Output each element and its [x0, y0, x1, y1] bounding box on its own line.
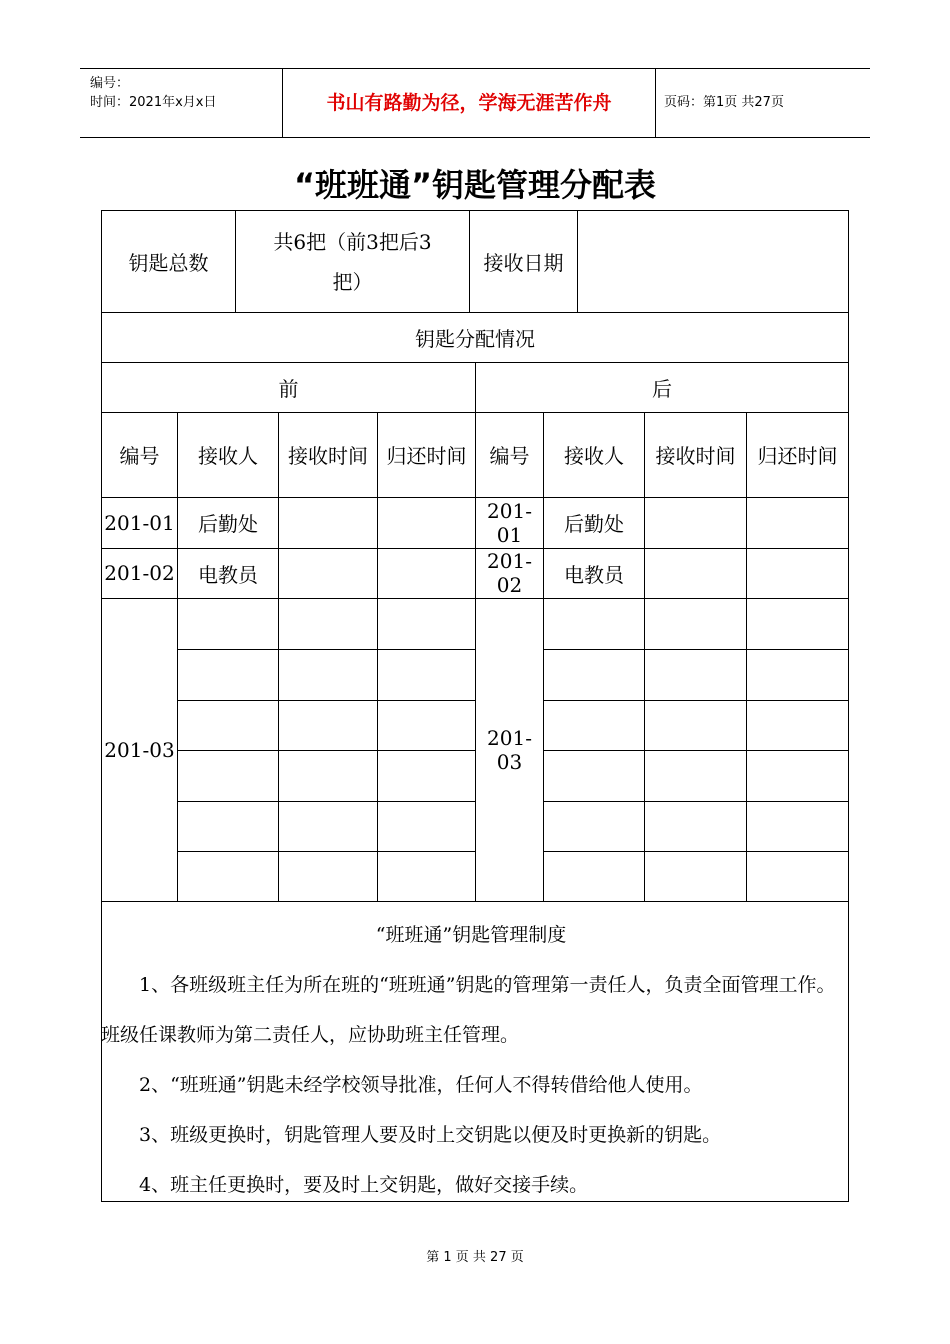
front-row-receiver: 电教员 — [198, 562, 258, 587]
back-col-id: 编号 — [489, 444, 530, 468]
allocation-title: 钥匙分配情况 — [415, 326, 535, 351]
total-keys-value-line2: 把） — [332, 269, 373, 294]
rule-item: 3、班级更换时，钥匙管理人要及时上交钥匙以便及时更换新的钥匙。 — [139, 1124, 722, 1146]
time-label: 时间：2021年x月x日 — [90, 95, 217, 110]
page-header — [80, 68, 870, 138]
total-keys-value — [236, 211, 469, 312]
row-divider — [543, 750, 848, 751]
header-motto: 书山有路勤为径，学海无涯苦作舟 — [282, 69, 656, 137]
total-keys-label: 钥匙总数 — [128, 251, 209, 275]
row-divider — [177, 801, 475, 802]
receive-date-label: 接收日期 — [483, 251, 564, 275]
row-divider — [177, 750, 475, 751]
front-row-id: 201-01 — [104, 510, 175, 535]
back-label: 后 — [652, 376, 672, 401]
front-row-receiver: 后勤处 — [198, 512, 258, 536]
front-row-id: 201-02 — [104, 561, 175, 585]
row-divider — [177, 851, 475, 852]
front-row-id: 201-03 — [104, 737, 175, 762]
row-divider — [543, 801, 848, 802]
front-label: 前 — [278, 376, 299, 401]
header-meta — [80, 69, 282, 137]
back-row-id: 201-01 — [487, 498, 532, 547]
front-col-receiver: 接收人 — [198, 444, 258, 468]
rule-item: 2、“班班通”钥匙未经学校领导批准，任何人不得转借给他人使用。 — [139, 1074, 703, 1096]
row-divider — [543, 649, 848, 650]
rules-section — [101, 910, 849, 1210]
row-divider — [177, 649, 475, 650]
total-keys-value-line1: 共6把（前3把后3 — [273, 229, 432, 254]
rules-title: “班班通”钥匙管理制度 — [375, 924, 567, 946]
page-footer: 第 1 页 共 27 页 — [426, 1250, 524, 1265]
back-col-return-time: 归还时间 — [757, 444, 838, 468]
row-divider — [102, 901, 848, 902]
row-divider — [543, 851, 848, 852]
row-divider — [543, 700, 848, 701]
back-row-id: 201-02 — [487, 549, 532, 597]
document-title: “班班通”钥匙管理分配表 — [293, 166, 657, 204]
serial-label: 编号： — [90, 76, 130, 91]
front-col-return-time: 归还时间 — [386, 444, 467, 468]
rule-item: 1、各班级班主任为所在班的“班班通”钥匙的管理第一责任人，负责全面管理工作。班级任课教师为第二责任人，应协助班主任管理。 — [101, 974, 836, 1046]
front-col-receive-time: 接收时间 — [288, 444, 368, 468]
back-row-id: 201-03 — [487, 725, 532, 774]
back-col-receiver: 接收人 — [564, 444, 624, 468]
back-col-receive-time: 接收时间 — [655, 444, 736, 468]
row-divider — [177, 700, 475, 701]
rule-item: 4、班主任更换时，要及时上交钥匙，做好交接手续。 — [139, 1174, 589, 1196]
back-row-receiver: 后勤处 — [564, 512, 624, 536]
back-row-receiver: 电教员 — [564, 562, 624, 587]
header-page-info: 页码：第1页 共27页 — [664, 95, 784, 110]
front-col-id: 编号 — [119, 444, 160, 468]
receive-date-value[interactable] — [578, 211, 848, 312]
